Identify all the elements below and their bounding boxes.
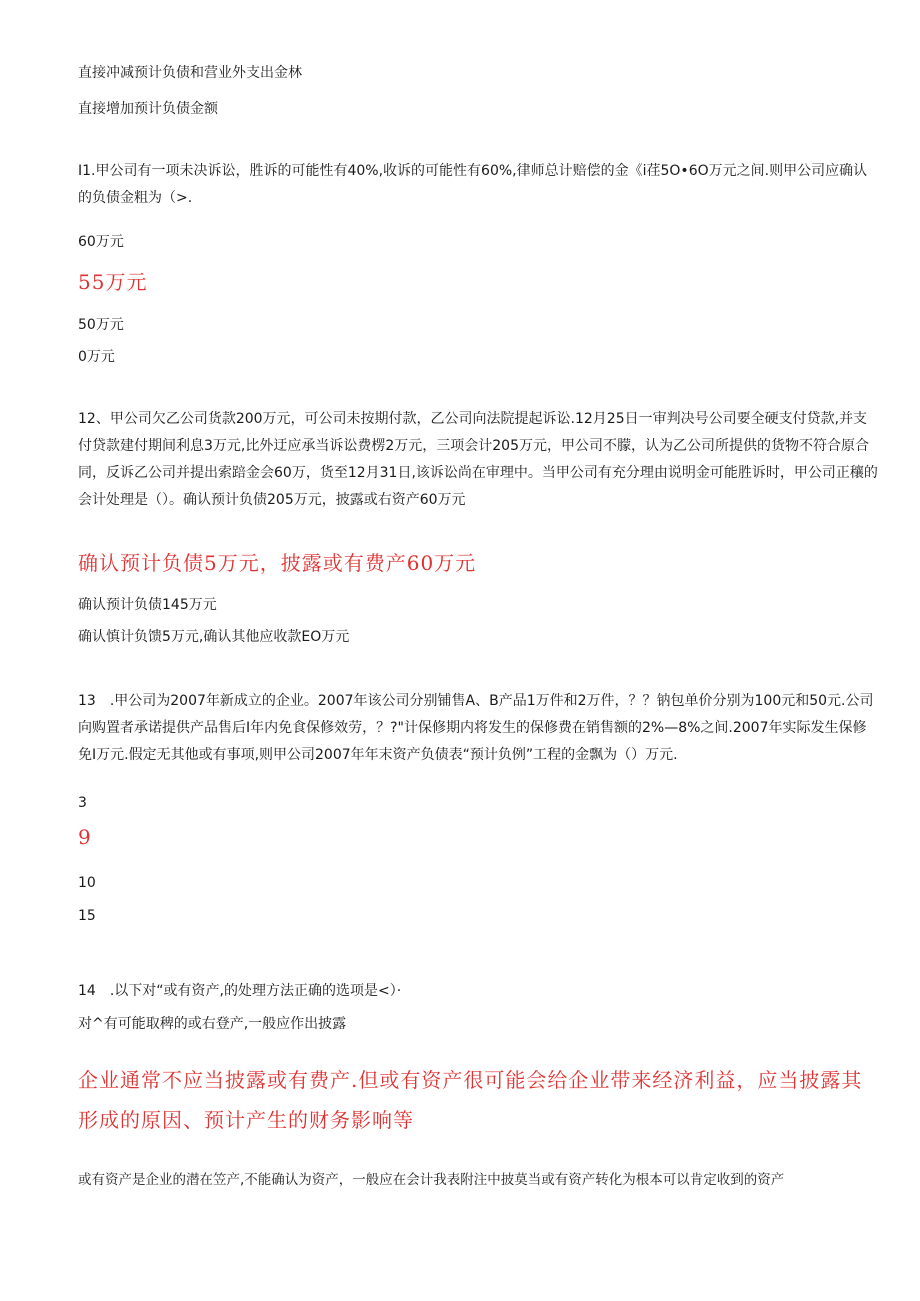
q11-answer: 55万元 bbox=[78, 270, 148, 294]
q11-option-c: 50万元 bbox=[78, 317, 124, 333]
q14-option-c: 或有资产是企业的潜在笠产,不能确认为资产，一般应在会计我表附注中披莫当或有资产转化为根本可以肯定收到的资产 bbox=[78, 1172, 785, 1188]
q11-option-a: 60万元 bbox=[78, 234, 124, 250]
option-d: 直接增加预计负债金额 bbox=[78, 101, 218, 117]
question-12: 12、甲公司欠乙公司货款200万元，可公司未按期付款，乙公司向法院提起诉讼.12月25日一审判决号公司要全硬支付贷款,并支付贷款建付期间利息3万元,比外迂应承当诉讼费楞2万元，三项会计205万元，甲公司不朦，认为乙公司所提供的货物不符合原合同，反诉乙公司并提出索踣金会60万，货至12月31日,该诉讼尚在审理中。当甲公司有充分理由说明金可能胜诉时，甲公司正穰的会计处理是（）。确认预计负债205万元，披露或右资产60万元 bbox=[78, 411, 878, 508]
q12-option-d: 确认慎计负馈5万元,确认其他应收款EO万元 bbox=[78, 629, 350, 645]
question-11: I1.甲公司有一项未决诉讼，胜诉的可能性有40%,收诉的可能性有60%,律师总计赔偿的金《i荏5O•6O万元之间.则甲公司应确认的负债金粗为（>. bbox=[78, 163, 868, 206]
option-c: 直接冲减预计负债和营业外支出金林 bbox=[78, 65, 302, 81]
q14-answer: 企业通常不应当披露或有费产.但或有资产很可能会给企业带来经济利益，应当披露其形成的原因、预计产生的财务影响等 bbox=[78, 1068, 863, 1132]
question-13: 13 .甲公司为2007年新成立的企业。2007年该公司分别铺售A、B产品1万件和2万件，？？钠包单价分别为100元和50元.公司向购置者承诺提供产品售后I年内免食保修效劳，？?"计保修期内将发生的保修费在销售额的2%—8%之间.2007年实际发生保修免I万元.假定无其他或有事项,则甲公司2007年年末资产负债表“预计负例”工程的金飘为（）万元. bbox=[78, 693, 874, 763]
q13-option-a: 3 bbox=[78, 795, 87, 811]
question-14: 14 .以下对“或有资产,的处理方法正确的选项是<）· bbox=[78, 983, 402, 999]
q13-option-d: 15 bbox=[78, 908, 96, 924]
q13-option-c: 10 bbox=[78, 875, 96, 891]
q11-option-d: 0万元 bbox=[78, 349, 115, 365]
q12-answer: 确认预计负债5万元，披露或有费产60万元 bbox=[78, 551, 477, 575]
q14-option-a: 对^有可能取稗的或右登产,一般应作出披露 bbox=[78, 1016, 347, 1032]
q12-option-c: 确认预计负债145万元 bbox=[78, 597, 217, 613]
q13-answer: 9 bbox=[78, 825, 92, 849]
